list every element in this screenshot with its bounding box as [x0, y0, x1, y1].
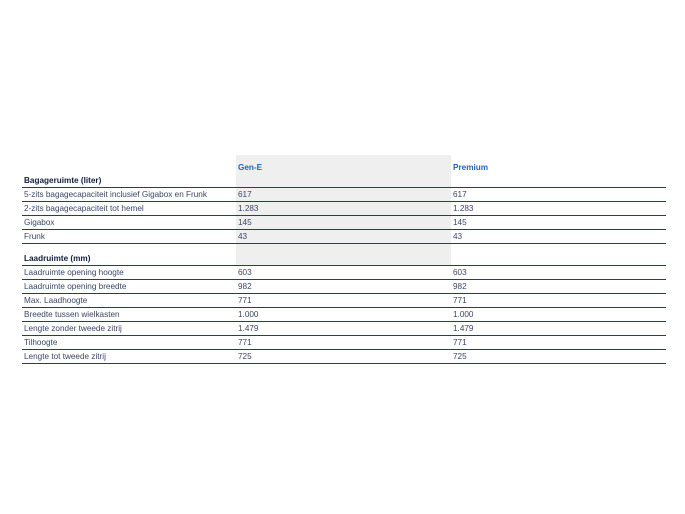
table-row — [22, 294, 666, 308]
value-premium: 1.283 — [451, 202, 666, 216]
row-label: 2-zits bagagecapaciteit tot hemel — [22, 202, 236, 216]
table-row — [22, 202, 666, 216]
row-label: Tilhoogte — [22, 336, 236, 350]
row-label: Laadruimte opening hoogte — [22, 266, 236, 280]
section-spacer — [22, 244, 666, 253]
row-label: Breedte tussen wielkasten — [22, 308, 236, 322]
value-premium: 982 — [451, 280, 666, 294]
row-label: Laadruimte opening breedte — [22, 280, 236, 294]
section-title: Bagageruimte (liter) — [22, 174, 236, 188]
value-gen-e: 771 — [236, 294, 451, 308]
value-premium: 1.479 — [451, 322, 666, 336]
row-label: Frunk — [22, 230, 236, 244]
value-gen-e: 603 — [236, 266, 451, 280]
value-gen-e: 1.283 — [236, 202, 451, 216]
table-row — [22, 216, 666, 230]
value-premium: 725 — [451, 350, 666, 364]
value-gen-e: 982 — [236, 280, 451, 294]
table-row — [22, 266, 666, 280]
value-premium: 771 — [451, 336, 666, 350]
row-label: 5-zits bagagecapaciteit inclusief Gigabox en Frunk — [22, 188, 236, 202]
spec-sheet — [22, 155, 666, 364]
header-blank — [22, 155, 236, 174]
table-row — [22, 230, 666, 244]
value-gen-e: 771 — [236, 336, 451, 350]
specs-table — [22, 155, 666, 364]
value-gen-e: 145 — [236, 216, 451, 230]
value-premium: 1.000 — [451, 308, 666, 322]
value-gen-e: 725 — [236, 350, 451, 364]
table-row — [22, 350, 666, 364]
row-label: Gigabox — [22, 216, 236, 230]
column-header-row — [22, 155, 666, 174]
value-premium: 617 — [451, 188, 666, 202]
table-row — [22, 336, 666, 350]
column-header-gen-e: Gen-E — [236, 155, 451, 174]
value-premium: 771 — [451, 294, 666, 308]
table-row — [22, 308, 666, 322]
row-label: Max. Laadhoogte — [22, 294, 236, 308]
value-gen-e: 1.000 — [236, 308, 451, 322]
table-row — [22, 322, 666, 336]
value-gen-e: 617 — [236, 188, 451, 202]
section-header-row — [22, 252, 666, 266]
value-premium: 43 — [451, 230, 666, 244]
row-label: Lengte zonder tweede zitrij — [22, 322, 236, 336]
table-row — [22, 280, 666, 294]
value-gen-e: 1.479 — [236, 322, 451, 336]
value-premium: 603 — [451, 266, 666, 280]
table-row — [22, 188, 666, 202]
value-gen-e: 43 — [236, 230, 451, 244]
value-premium: 145 — [451, 216, 666, 230]
column-header-premium: Premium — [453, 163, 489, 172]
section-header-row — [22, 174, 666, 188]
section-title: Laadruimte (mm) — [22, 252, 236, 266]
row-label: Lengte tot tweede zitrij — [22, 350, 236, 364]
